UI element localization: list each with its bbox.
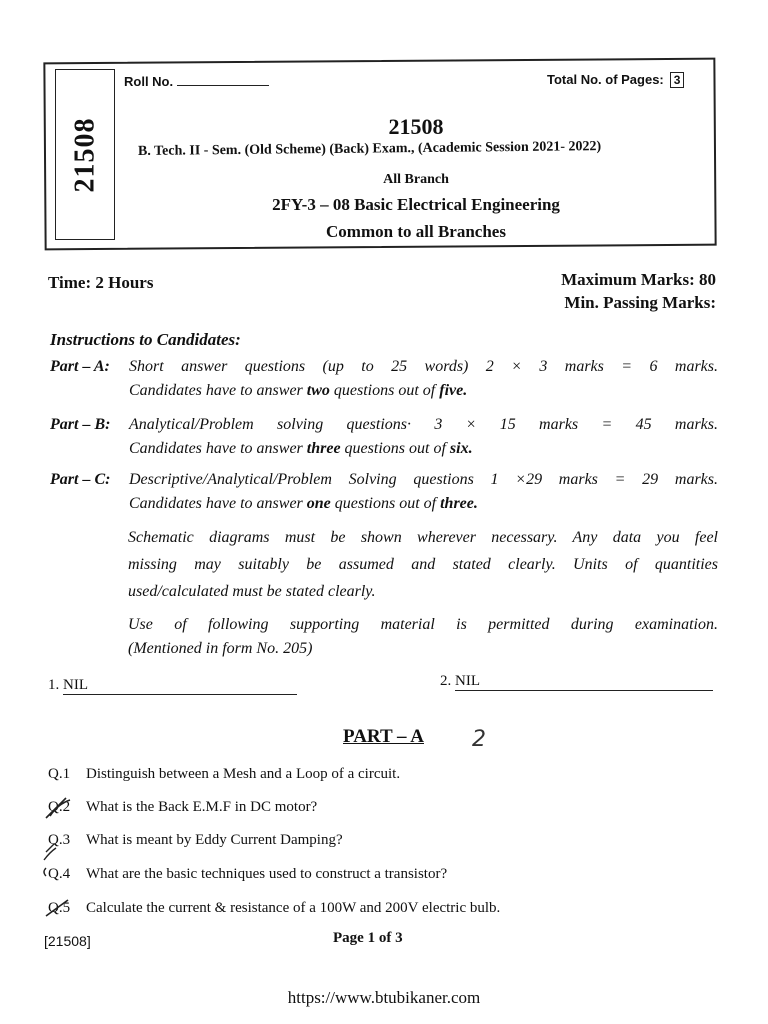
source-url: https://www.btubikaner.com <box>287 988 481 1007</box>
question-number: Q.3 <box>48 832 71 848</box>
part-label: Part – C: <box>50 471 111 488</box>
note-line: Schematic diagrams must be shown wherever necessary. Any data you feel <box>128 529 718 546</box>
instruction-part-b <box>50 416 718 464</box>
instruction-part-a <box>50 358 718 406</box>
instruction-part-c <box>50 471 718 519</box>
exam-title: B. Tech. II - Sem. (Old Scheme) (Back) Exam., (Academic Session 2021- 2022) <box>137 139 602 159</box>
subject-title: 2FY-3 – 08 Basic Electrical Engineering <box>272 195 560 214</box>
part-label: Part – A: <box>50 358 110 375</box>
part-a-title: PART – A <box>343 726 424 747</box>
question-4 <box>48 866 447 883</box>
question-3 <box>48 832 343 849</box>
part-line: Short answer questions (up to 25 words) 2 × 3 marks = 6 marks. <box>129 358 718 375</box>
question-number: Q.2 <box>48 799 71 815</box>
common-branches: Common to all Branches <box>326 222 506 241</box>
paper-code: 21508 <box>388 114 444 139</box>
question-text: Distinguish between a Mesh and a Loop of a circuit. <box>86 766 401 782</box>
note-line: used/calculated must be stated clearly. <box>128 583 376 600</box>
part-line: Analytical/Problem solving questions· 3 × 15 marks = 45 marks. <box>129 416 718 433</box>
note-line: missing may suitably be assumed and stated clearly. Units of quantities <box>128 556 718 573</box>
max-marks: Maximum Marks: 80 <box>561 270 716 289</box>
roll-no-field: Roll No. <box>124 74 269 89</box>
material-2: 2. NIL <box>440 673 713 691</box>
question-text: What is the Back E.M.F in DC motor? <box>86 799 318 815</box>
question-text: What are the basic techniques used to construct a transistor? <box>86 866 448 882</box>
material-1: 1. NIL <box>48 677 297 695</box>
instructions-heading: Instructions to Candidates: <box>50 330 241 349</box>
material-2-value: NIL <box>455 673 713 691</box>
note-line: (Mentioned in form No. 205) <box>128 640 313 657</box>
pen-strike-marks <box>40 790 90 930</box>
note-line: Use of following supporting material is permitted during examination. <box>128 616 718 633</box>
question-text: Calculate the current & resistance of a 100W and 200V electric bulb. <box>86 900 501 916</box>
part-line: Descriptive/Analytical/Problem Solving questions 1 ×29 marks = 29 marks. <box>129 471 718 488</box>
part-line2: Candidates have to answer two questions out of five. <box>129 382 468 399</box>
question-number: Q.1 <box>48 766 71 782</box>
footer-paper-code: [21508] <box>44 933 91 949</box>
question-1 <box>48 766 400 783</box>
schematic-note <box>128 524 718 605</box>
question-text: What is meant by Eddy Current Damping? <box>86 832 343 848</box>
marks-block <box>561 268 716 314</box>
total-pages-value: 3 <box>670 72 685 88</box>
material-note <box>128 613 718 661</box>
question-number: Q.5 <box>48 900 71 916</box>
question-5 <box>48 900 500 917</box>
exam-time: Time: 2 Hours <box>48 273 154 292</box>
total-pages: Total No. of Pages: 3 <box>547 72 684 88</box>
side-paper-code: 21508 <box>69 117 100 192</box>
handwritten-note: 2 <box>472 727 486 752</box>
part-line2: Candidates have to answer one questions out of three. <box>129 495 478 512</box>
branch: All Branch <box>383 172 449 187</box>
part-line2: Candidates have to answer three questions out of six. <box>129 440 473 457</box>
min-passing-marks: Min. Passing Marks: <box>564 293 716 312</box>
material-1-value: NIL <box>63 677 297 695</box>
page-number: Page 1 of 3 <box>333 930 403 946</box>
roll-no-blank <box>177 85 269 86</box>
question-number: Q.4 <box>48 866 71 882</box>
part-label: Part – B: <box>50 416 111 433</box>
